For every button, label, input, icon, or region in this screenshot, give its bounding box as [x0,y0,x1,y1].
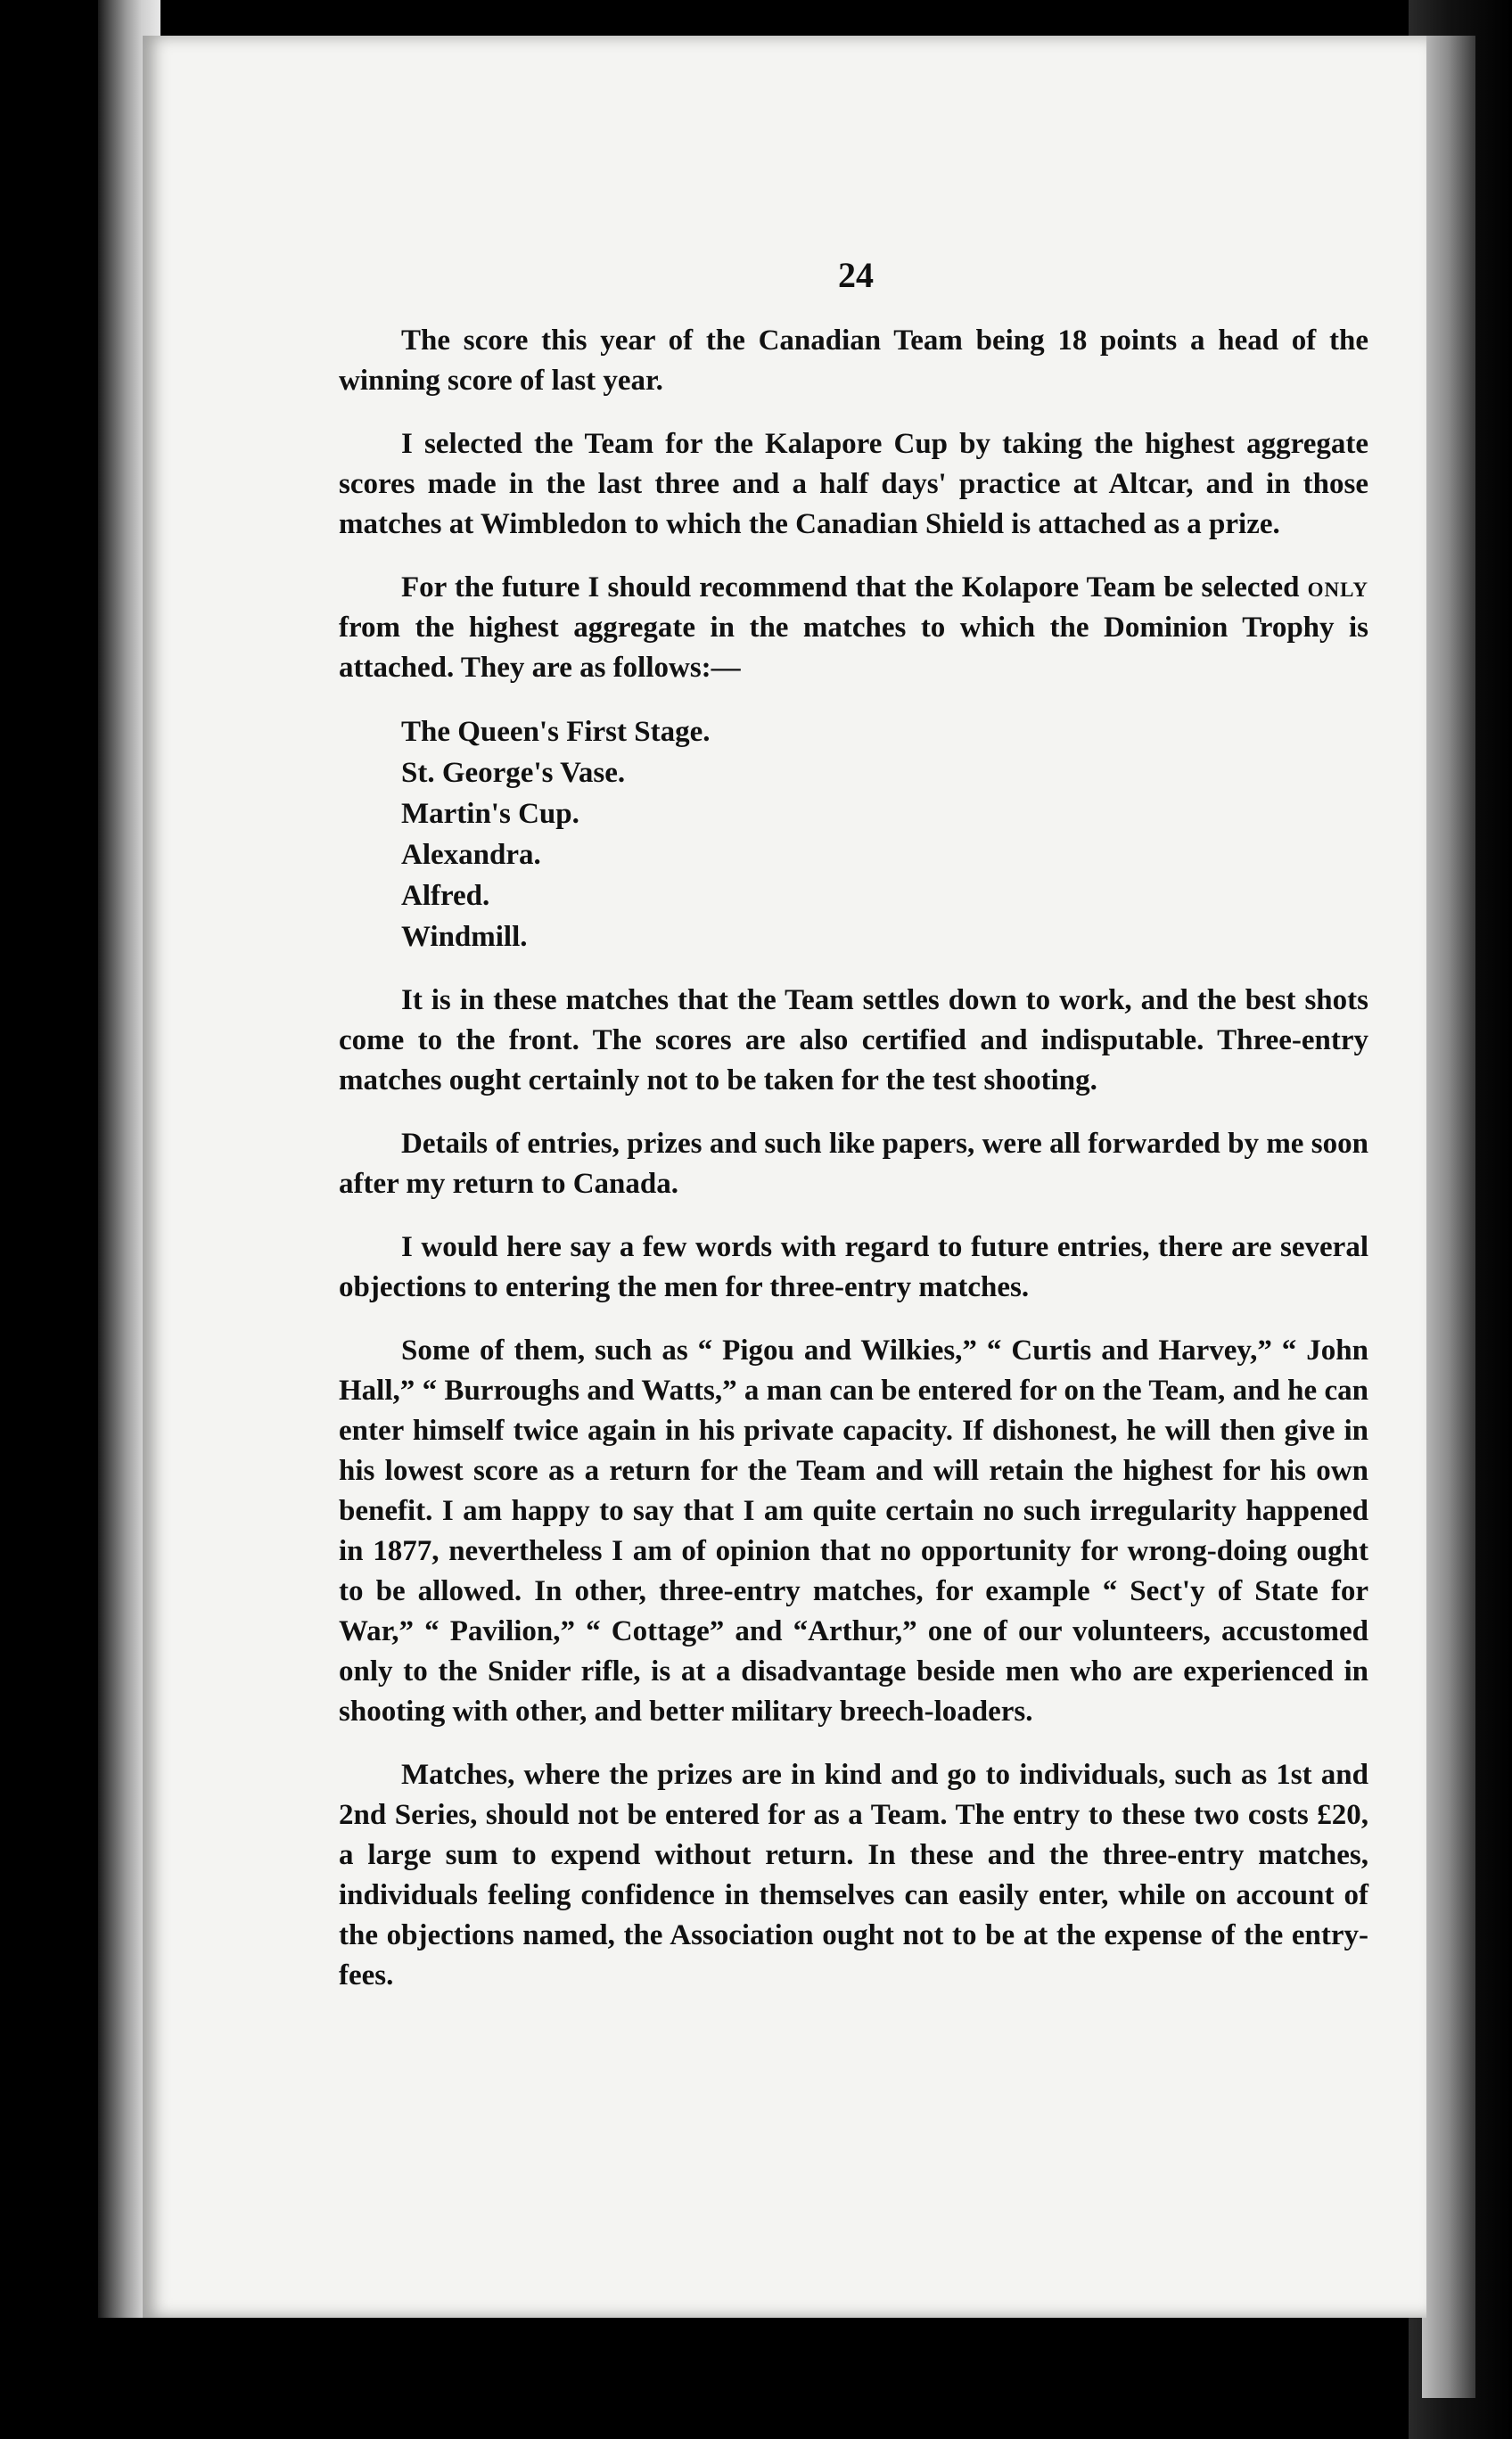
paragraph-details: Details of entries, prizes and such like papers, were all forwarded by me soon after my return to Canada. [339,1128,1368,1200]
list-item: Alexandra. [401,839,541,871]
matches-list [401,711,1368,957]
page-number: 24 [838,255,874,295]
paragraph-team-selection: I selected the Team for the Kalapore Cup by taking the highest aggregate scores made in the last three and a half days' practice at Altcar, and in those matches at Wimbledon to which the Canadian Shield is attached as a prize. [339,428,1368,540]
recommendation-text-start: For the future I should recommend that the Kolapore Team be selected [401,571,1308,604]
right-page-sliver [1422,36,1475,2398]
list-item: St. George's Vase. [401,757,626,789]
list-item: Martin's Cup. [401,798,579,830]
paragraph-future-entries: I would here say a few words with regard to future entries, there are several objections to entering the men for three-entry matches. [339,1231,1368,1303]
list-item: Alfred. [401,880,490,912]
paragraph-team-work: It is in these matches that the Team settles down to work, and the best shots come to the front. The scores are also certified and indisputable. Three-entry matches ought certainly not to be taken for the test shooting. [339,984,1368,1096]
paragraph-score: The score this year of the Canadian Team being 18 points a head of the winning score of last year. [339,324,1368,397]
recommendation-text-end: from the highest aggregate in the matches to which the Dominion Trophy is attached. They are as follows:— [339,612,1368,684]
paragraph-recommendation [339,568,1368,688]
emphasis-only: only [1307,571,1368,604]
list-item: Windmill. [401,921,528,953]
list-item: The Queen's First Stage. [401,716,711,748]
paragraph-prizes-in-kind: Matches, where the prizes are in kind and go to individuals, such as 1st and 2nd Series, should not be entered for as a Team. The entry to these two costs £20, a large sum to expend without return. In these and the three-entry matches, individuals feeling confidence in themselves can easily enter, while on account of the objections named, the Association ought not to be at the expense of the entry-fees. [339,1759,1368,1991]
paragraph-objections: Some of them, such as “ Pigou and Wilkies,” “ Curtis and Harvey,” “ John Hall,” “ Burroughs and Watts,” a man can be entered for on the Team, and he can enter himself twice again in his private capacity. If dishonest, he will then give in his lowest score as a return for the Team and will retain the highest for his own benefit. I am happy to say that I am quite certain no such irregularity happened in 1877, nevertheless I am of opinion that no opportunity for wrong-doing ought to be allowed. In other, three-entry matches, for example “ Sect'y of State for War,” “ Pavilion,” “ Cottage” and “Arthur,” one of our volunteers, accustomed only to the Snider rifle, is at a disadvantage beside men who are experienced in shooting with other, and better military breech-loaders. [339,1334,1368,1728]
body-text [339,321,1368,2019]
